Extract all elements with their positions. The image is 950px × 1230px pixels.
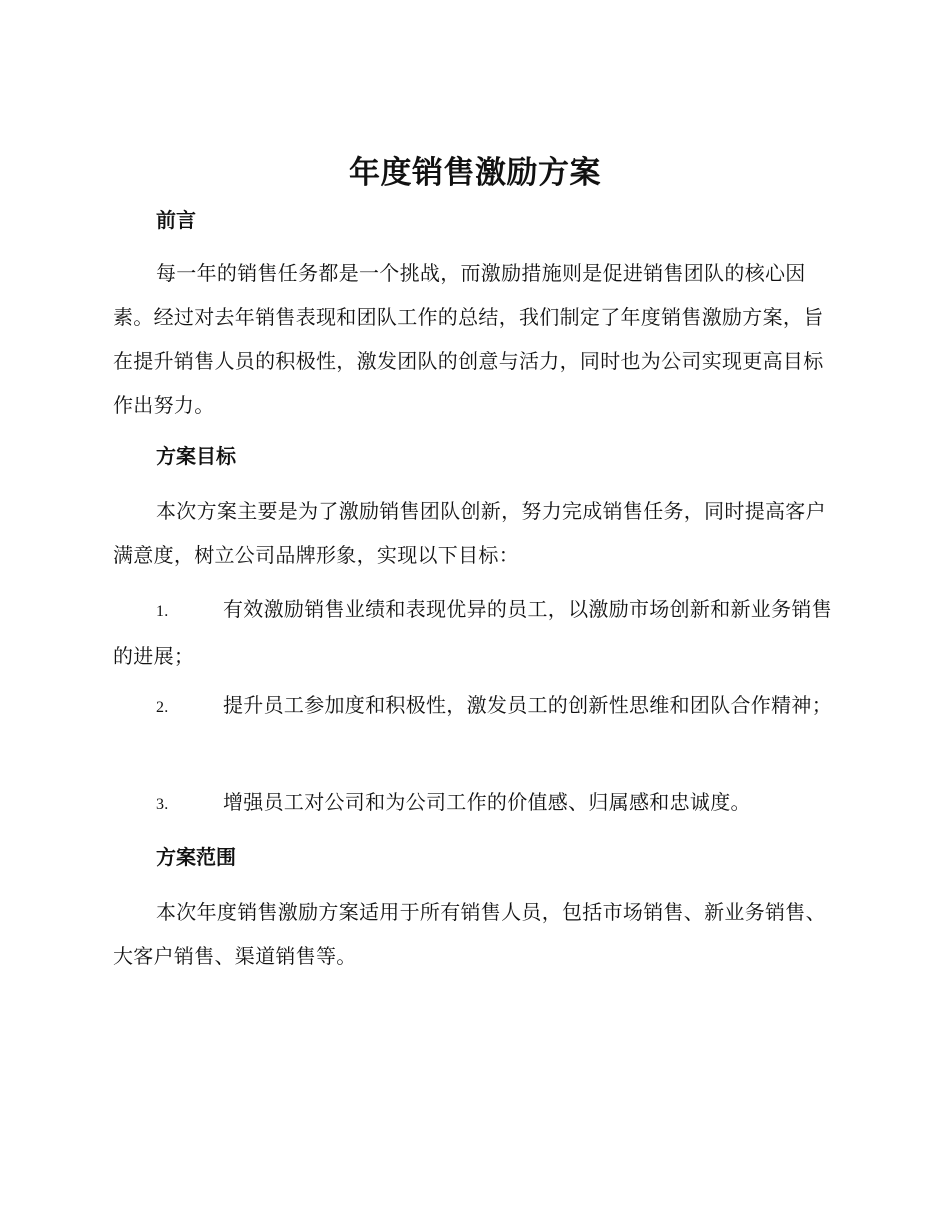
list-number: 1.	[156, 603, 169, 620]
list-item-text: 有效激励销售业绩和表现优异的员工，以激励市场创新和新业务销售的进展；	[113, 597, 832, 668]
preface-paragraph: 每一年的销售任务都是一个挑战，而激励措施则是促进销售团队的核心因素。经过对去年销售表现和团队工作的总结，我们制定了年度销售激励方案，旨在提升销售人员的积极性，激发团队的创意与活力，同时也为公司实现更高目标作出努力。	[113, 261, 824, 417]
section-heading-goals: 方案目标	[156, 444, 236, 468]
goal-list-item	[113, 780, 833, 827]
section-heading-scope: 方案范围	[156, 845, 236, 869]
goal-list-item	[113, 683, 833, 730]
section-heading-preface: 前言	[156, 208, 196, 232]
goals-paragraph: 本次方案主要是为了激励销售团队创新，努力完成销售任务，同时提高客户满意度，树立公司品牌形象，实现以下目标：	[113, 499, 826, 567]
list-item-text: 增强员工对公司和为公司工作的价值感、归属感和忠诚度。	[223, 790, 751, 814]
scope-paragraph: 本次年度销售激励方案适用于所有销售人员，包括市场销售、新业务销售、大客户销售、渠道销售等。	[113, 900, 826, 968]
goal-list-item	[113, 587, 833, 678]
list-item-text: 提升员工参加度和积极性，激发员工的创新性思维和团队合作精神；	[223, 693, 832, 717]
list-number: 2.	[156, 699, 169, 716]
document-title: 年度销售激励方案	[349, 155, 601, 191]
list-number: 3.	[156, 796, 169, 813]
